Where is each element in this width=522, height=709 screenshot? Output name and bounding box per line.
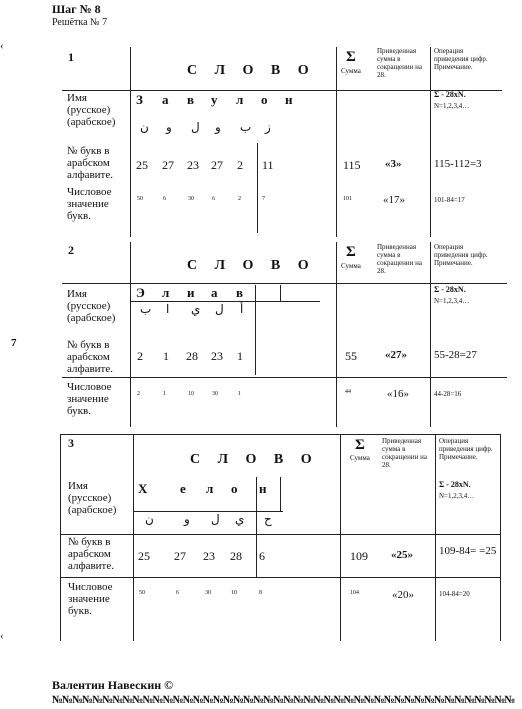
letter-ru: л: [162, 285, 170, 300]
letter-ru: у: [211, 92, 218, 107]
op-main: 115-112=3: [434, 158, 482, 170]
numeric-values-label: Числовое значение букв.: [67, 381, 112, 417]
letter-ru: Э: [136, 285, 145, 300]
letter-ar: ل: [191, 120, 200, 134]
op-main: 55-28=27: [434, 349, 477, 361]
alphabet-num: 25: [136, 158, 148, 172]
reduced-main: «27»: [385, 349, 407, 361]
page-title: Шаг № 8: [52, 2, 101, 16]
formula: Σ - 28хN.: [434, 285, 466, 294]
numeric-val: 2: [238, 196, 241, 202]
word-heading: С Л О В О: [187, 258, 316, 273]
letter-ar: ن: [140, 120, 149, 134]
numeric-values-label: Числовое значение букв.: [68, 581, 113, 617]
operation-label: Операция приведения цифр. Примечание.: [439, 437, 493, 461]
letter-ru: Х: [138, 481, 148, 496]
sigma-symbol: Σ: [355, 437, 365, 453]
name-label: Имя (русское) (арабское): [68, 480, 117, 516]
numeric-val: 30: [188, 196, 194, 202]
letter-ar: ي: [235, 512, 245, 526]
reduced-num: «20»: [392, 589, 414, 601]
alphabet-num: 23: [211, 349, 223, 363]
reduced-main: «3»: [385, 158, 402, 170]
numeric-val: 8: [259, 590, 262, 596]
letter-ru: З: [136, 92, 143, 107]
alphabet-num: 28: [186, 349, 198, 363]
letter-ar: و: [184, 512, 190, 526]
word-heading: С Л О В О: [190, 452, 319, 467]
sigma-symbol: Σ: [346, 244, 356, 260]
letter-ru: н: [285, 92, 293, 107]
letter-ar: ل: [211, 512, 220, 526]
letter-ar: ي: [191, 302, 201, 316]
letter-ar: ح: [264, 512, 272, 526]
letter-ru: в: [187, 92, 195, 107]
letter-numbers-label: № букв в арабском алфавите.: [67, 145, 113, 181]
sum-label: Сумма: [341, 67, 361, 75]
word-heading: С Л О В О: [187, 63, 316, 78]
numeric-val: 6: [176, 590, 179, 596]
formula: Σ - 28хN.: [434, 90, 466, 99]
table-number: 2: [68, 243, 74, 257]
formula-n: N=1,2,3,4…: [434, 297, 470, 305]
letter-ru: л: [236, 92, 244, 107]
name-label: Имя (русское) (арабское): [67, 92, 116, 128]
reduced-label: Приведенная сумма в сокращении на 28.: [382, 437, 427, 469]
sigma-symbol: Σ: [346, 49, 356, 65]
numeric-val: 10: [231, 590, 237, 596]
numeric-val: 6: [212, 196, 215, 202]
alphabet-num: 2: [137, 349, 143, 363]
alphabet-num: 27: [211, 158, 223, 172]
op-num: 44-28=16: [434, 390, 462, 398]
letter-ru: в: [236, 285, 244, 300]
name-label: Имя (русское) (арабское): [67, 288, 116, 324]
operation-label: Операция приведения цифр. Примечание.: [434, 47, 488, 71]
alphabet-num: 6: [259, 549, 265, 563]
letter-ar: و: [166, 120, 172, 134]
letter-ar: أ: [240, 302, 244, 316]
letter-ru: л: [206, 481, 214, 496]
letter-ru: н: [259, 481, 267, 496]
formula-n: N=1,2,3,4…: [434, 102, 470, 110]
letter-ru: а: [211, 285, 218, 300]
reduced-num: «16»: [387, 388, 409, 400]
numeric-val: 2: [137, 391, 140, 397]
letter-ar: ب: [240, 120, 252, 134]
sum-main: 55: [345, 349, 357, 363]
formula-n: N=1,2,3,4…: [439, 492, 475, 500]
letter-ar: ا: [166, 302, 170, 316]
reduced-label: Приведенная сумма в сокращении на 28.: [377, 243, 422, 275]
numeric-val: 30: [205, 590, 211, 596]
op-num: 101-84=17: [434, 196, 465, 204]
margin-mark-top: ‹: [0, 40, 4, 52]
sum-main: 109: [350, 549, 368, 563]
numeric-val: 50: [139, 590, 145, 596]
letter-ru: и: [187, 285, 195, 300]
sum-label: Сумма: [350, 454, 370, 462]
alphabet-num: 1: [163, 349, 169, 363]
letter-ar: ب: [140, 302, 152, 316]
alphabet-num: 2: [237, 158, 243, 172]
letter-ar: و: [215, 120, 221, 134]
alphabet-num: 27: [174, 549, 186, 563]
alphabet-num: 27: [162, 158, 174, 172]
numeric-val: 1: [163, 391, 166, 397]
numeric-val: 7: [262, 196, 265, 202]
table-number: 1: [68, 50, 74, 64]
side-number: 7: [11, 337, 17, 349]
op-main: 109-84= =25: [439, 545, 497, 557]
numeric-val: 30: [212, 391, 218, 397]
alphabet-num: 11: [262, 158, 274, 172]
numeric-val: 10: [188, 391, 194, 397]
page-subtitle: Решётка № 7: [52, 17, 108, 28]
letter-ru: о: [261, 92, 268, 107]
margin-mark-bottom: ‹: [0, 630, 4, 642]
numeric-values-label: Числовое значение букв.: [67, 186, 112, 222]
alphabet-num: 23: [203, 549, 215, 563]
sum-num: 44: [345, 389, 351, 395]
author: Валентин Навескин ©: [52, 678, 174, 692]
letter-ar: ل: [215, 302, 224, 316]
op-num: 104-84=20: [439, 590, 470, 598]
letter-ru: а: [162, 92, 169, 107]
letter-ar: ن: [145, 512, 154, 526]
reduced-num: «17»: [383, 194, 405, 206]
alphabet-num: 25: [138, 549, 150, 563]
letter-ru: е: [180, 481, 186, 496]
alphabet-num: 28: [230, 549, 242, 563]
numeric-val: 50: [137, 196, 143, 202]
numeric-val: 1: [238, 391, 241, 397]
sum-label: Сумма: [341, 262, 361, 270]
operation-label: Операция приведения цифр. Примечание.: [434, 243, 488, 267]
letter-numbers-label: № букв в арабском алфавите.: [67, 339, 113, 375]
numeric-val: 6: [163, 196, 166, 202]
letter-ar: ز: [265, 120, 271, 134]
alphabet-num: 1: [237, 349, 243, 363]
reduced-main: «25»: [391, 549, 413, 561]
table-number: 3: [68, 436, 74, 450]
letter-numbers-label: № букв в арабском алфавите.: [68, 536, 114, 572]
letter-ru: о: [231, 481, 238, 496]
sum-num: 104: [350, 590, 359, 596]
sum-num: 101: [343, 196, 352, 202]
alphabet-num: 23: [187, 158, 199, 172]
footer-divider: №№№№№№№№№№№№№№№№№№№№№№№№№№№№№№№№№№№№№№№№№№№№№№: [52, 694, 515, 706]
formula: Σ - 28хN.: [439, 480, 471, 489]
reduced-label: Приведенная сумма в сокращении на 28.: [377, 47, 422, 79]
sum-main: 115: [343, 158, 361, 172]
